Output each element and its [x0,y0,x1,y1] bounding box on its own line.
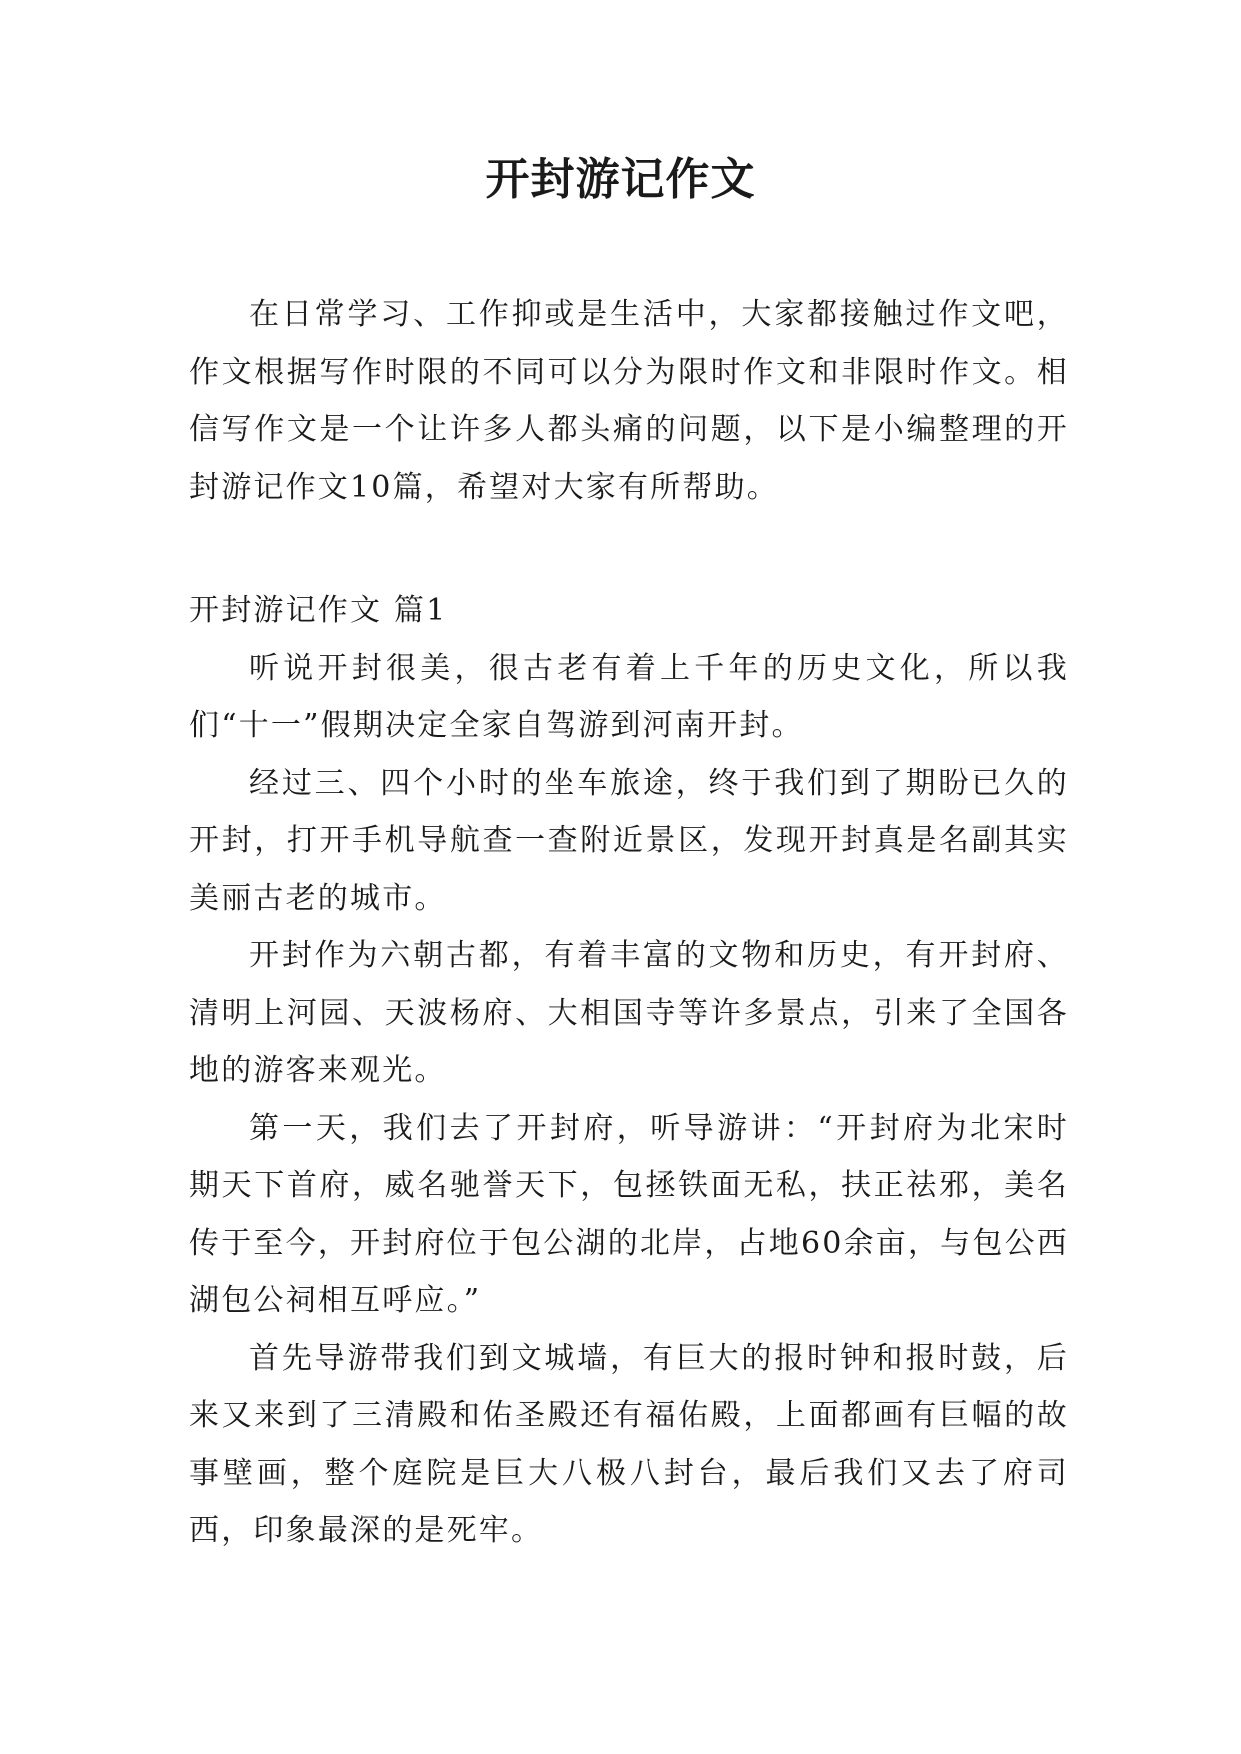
section-heading: 开封游记作文 篇1 [189,593,448,628]
essay-section [189,582,1069,1560]
essay-paragraph-3: 开封作为六朝古都，有着丰富的文物和历史，有开封府、清明上河园、天波杨府、大相国寺等许多景点，引来了全国各地的游客来观光。 [189,938,1069,1088]
essay-paragraph-4: 第一天，我们去了开封府，听导游讲：“开封府为北宋时期天下首府，威名驰誉天下，包拯铁面无私，扶正祛邪，美名传于至今，开封府位于包公湖的北岸，占地60余亩，与包公西湖包公祠相互呼应。” [189,1110,1069,1318]
intro-paragraph: 在日常学习、工作抑或是生活中，大家都接触过作文吧，作文根据写作时限的不同可以分为限时作文和非限时作文。相信写作文是一个让许多人都头痛的问题，以下是小编整理的开封游记作文10篇，希望对大家有所帮助。 [189,297,1069,505]
intro-block [189,286,1069,516]
essay-paragraph-5: 首先导游带我们到文城墙，有巨大的报时钟和报时鼓，后来又来到了三清殿和佑圣殿还有福佑殿，上面都画有巨幅的故事壁画，整个庭院是巨大八极八封台，最后我们又去了府司西，印象最深的是死牢。 [189,1340,1069,1548]
essay-paragraph-1: 听说开封很美，很古老有着上千年的历史文化，所以我们“十一”假期决定全家自驾游到河南开封。 [189,650,1069,743]
document-title: 开封游记作文 [485,154,756,205]
essay-paragraph-2: 经过三、四个小时的坐车旅途，终于我们到了期盼已久的开封，打开手机导航查一查附近景区，发现开封真是名副其实美丽古老的城市。 [189,765,1069,916]
